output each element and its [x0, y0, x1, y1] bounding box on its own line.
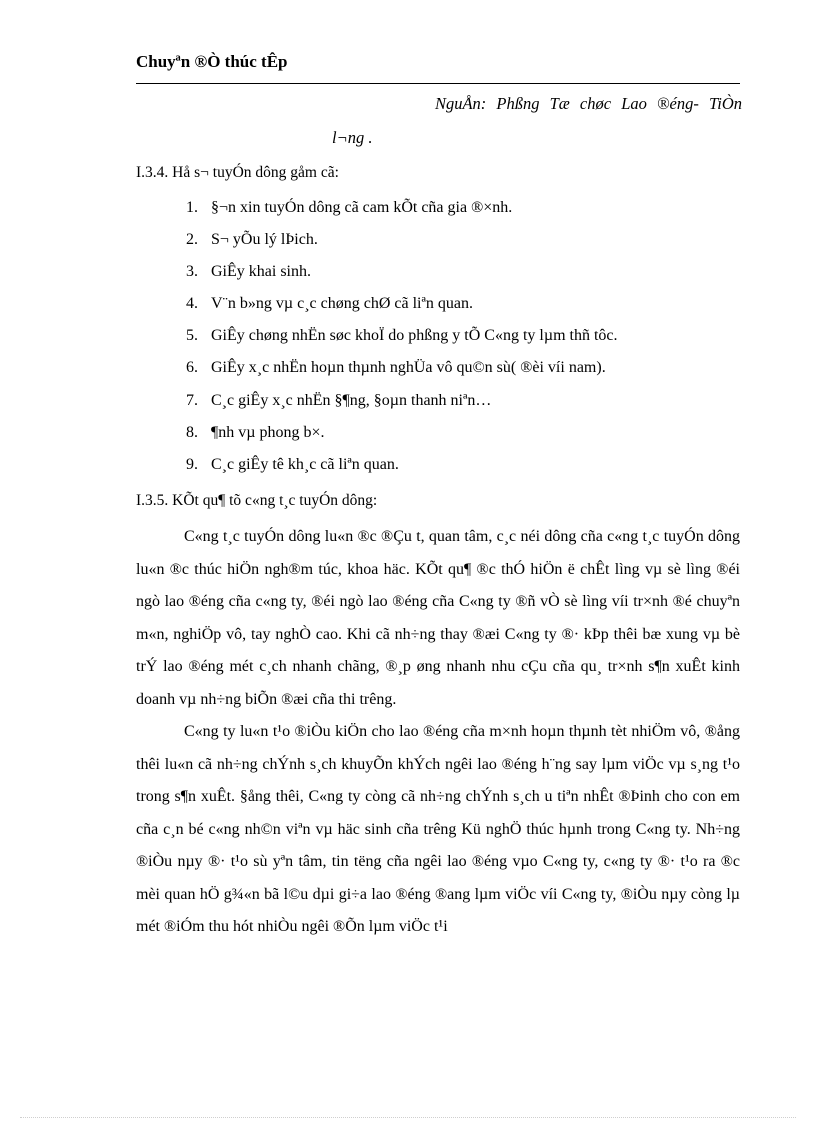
list-item	[186, 392, 491, 410]
section-heading-1-3-5: I.3.5. KÕt qu¶ tõ c«ng t¸c tuyÓn dông:	[136, 492, 378, 509]
paragraph: C«ng t¸c tuyÓn dông lu«n ®c ®Çu t, quan tâm, c¸c néi dông cña c«ng t¸c tuyÓn dông lu«n ®c thúc hiÖn ngh®m túc, khoa häc. KÕt qu¶ ®c thÓ hiÖn ë chÊt lìng vµ sè lìng ®éi ngò lao ®éng cña c«ng ty, ®éi ngò lao ®éng cña C«ng ty ®ñ vÒ sè lìng víi tr×nh ®é chuyªn m«n, nghiÖp vô, tay nghÒ cao. Khi cã nh÷ng thay ®æi C«ng ty ®· kÞp thêi bæ xung vµ bè trÝ lao ®éng mét c¸ch nhanh chãng, ®¸p øng nhanh nhu cÇu cña qu¸ tr×nh s¶n xuÊt kinh doanh vµ nh÷ng biÕn ®æi cña thi trêng.	[136, 528, 740, 708]
list-item-text: GiÊy khai sinh.	[211, 263, 311, 280]
list-item-text: V¨n b»ng vµ c¸c chøng chØ cã liªn quan.	[211, 295, 473, 312]
list-item	[186, 359, 606, 377]
body-text	[136, 521, 740, 944]
list-item-text: §¬n xin tuyÓn dông cã cam kÕt cña gia ®×nh.	[211, 199, 513, 216]
list-item-number: 3.	[186, 263, 198, 280]
list-item-number: 1.	[186, 199, 198, 216]
list-item	[186, 199, 512, 217]
list-item-text: C¸c giÊy tê kh¸c cã liªn quan.	[211, 456, 399, 473]
list-item	[186, 295, 473, 313]
list-item	[186, 327, 618, 345]
list-item-number: 9.	[186, 456, 198, 473]
list-item-number: 5.	[186, 327, 198, 344]
list-item-text: ¶nh vµ phong b×.	[211, 424, 325, 441]
page-header-title: Chuyªn ®Ò thúc tÊp	[136, 52, 288, 71]
source-note-line-2: l¬ng .	[332, 128, 373, 147]
list-item-text: GiÊy x¸c nhËn hoµn thµnh nghÜa vô qu©n sù( ®èi víi nam).	[211, 359, 606, 376]
list-item-number: 2.	[186, 231, 198, 248]
list-item-number: 7.	[186, 392, 198, 409]
list-item-text: GiÊy chøng nhËn søc khoÏ do phßng y tÕ C«ng ty lµm thñ tôc.	[211, 327, 618, 344]
list-item	[186, 424, 325, 442]
page-bottom-border	[20, 1117, 796, 1118]
section-heading-1-3-4: I.3.4. Hå s¬ tuyÓn dông gåm cã:	[136, 164, 339, 181]
list-item	[186, 231, 318, 249]
list-item	[186, 263, 311, 281]
header-divider	[136, 83, 740, 84]
list-item-number: 8.	[186, 424, 198, 441]
list-item-text: C¸c giÊy x¸c nhËn §¶ng, §oµn thanh niªn…	[211, 392, 492, 409]
paragraph: C«ng ty lu«n t¹o ®iÒu kiÖn cho lao ®éng cña m×nh hoµn thµnh tèt nhiÖm vô, ®ång thêi lu«n cã nh÷ng chÝnh s¸ch khuyÕn khÝch ngêi lao ®éng h¨ng say lµm viÖc vµ s¸ng t¹o trong s¶n xuÊt. §ång thêi, C«ng ty còng cã nh÷ng chÝnh s¸ch u tiªn nhÊt ®Þinh cho con em cña c¸n bé c«ng nh©n viªn vµ häc sinh cña trêng Kü nghÖ thúc hµnh trong C«ng ty. Nh÷ng ®iÒu nµy ®· t¹o sù yªn tâm, tin tëng cña ngêi lao ®éng vµo C«ng ty, c«ng ty ®· t¹o ra ®c mèi quan hÖ g¾«n bã l©u dµi gi÷a lao ®éng ®ang lµm viÖc víi C«ng ty, ®iÒu nµy còng lµ mét ®iÓm thu hót nhiÒu ngêi ®Õn lµm viÖc t¹i	[136, 723, 740, 935]
list-item-number: 4.	[186, 295, 198, 312]
source-note-line-1: NguÅn: Phßng Tæ chøc Lao ®éng- TiÒn	[434, 94, 742, 113]
list-item-number: 6.	[186, 359, 198, 376]
list-item-text: S¬ yÕu lý lÞich.	[211, 231, 318, 248]
list-item	[186, 456, 399, 474]
